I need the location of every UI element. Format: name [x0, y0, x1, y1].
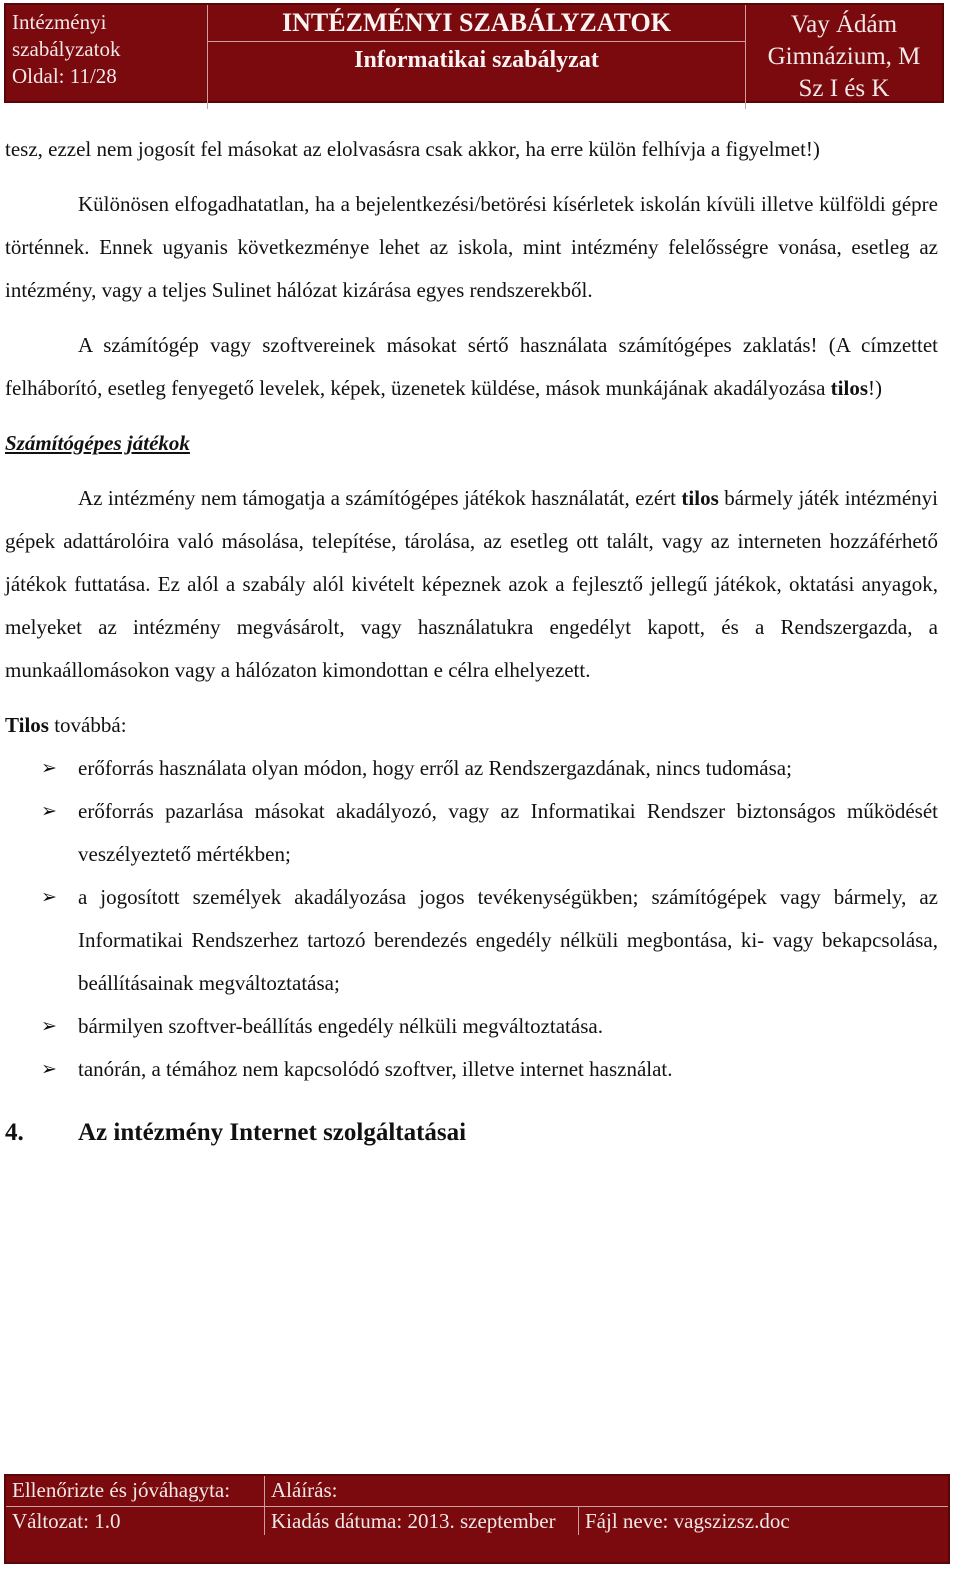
paragraph: [5, 477, 938, 692]
footer-issue-date: Kiadás dátuma: 2013. szeptember: [265, 1507, 579, 1535]
list-item: [5, 747, 938, 790]
header-title: INTÉZMÉNYI SZABÁLYZATOK: [208, 5, 745, 42]
paragraph-text: !): [868, 376, 882, 400]
section-title: Számítógépes játékok: [5, 431, 190, 455]
footer-signature: Aláírás:: [271, 1478, 338, 1502]
bold-text: tilos: [830, 376, 868, 400]
paragraph-text: Az intézmény nem támogatja a számítógépes játékok használatát, ezért: [78, 486, 682, 510]
chapter-heading: [5, 1111, 938, 1154]
list-item-text: erőforrás használata olyan módon, hogy erről az Rendszergazdának, nincs tudomása;: [78, 756, 792, 780]
chapter-title: Az intézmény Internet szolgáltatásai: [78, 1119, 467, 1146]
footer-row: [6, 1507, 948, 1535]
header-title-cell: [208, 5, 746, 109]
prohibited-list: [5, 747, 938, 1091]
footer-version: Változat: 1.0: [6, 1507, 265, 1535]
document-body: [5, 128, 938, 1154]
list-item-text: tanórán, a témához nem kapcsolódó szoftver, illetve internet használat.: [78, 1057, 673, 1081]
arrow-bullet-icon: ➢: [41, 1058, 57, 1080]
paragraph: [5, 324, 938, 410]
list-item: [5, 1005, 938, 1048]
list-item: [5, 1048, 938, 1091]
page-header: [4, 3, 944, 103]
footer-file-name: Fájl neve: vagszizsz.doc: [585, 1509, 790, 1533]
list-item-text: a jogosított személyek akadályozása jogos tevékenységükben; számítógépek vagy bármely, az Informatikai Rendszerhez tartozó berendezés engedély nélküli megbontása, ki- vagy bekapcsolása, beállításainak megváltoztatása;: [78, 885, 938, 995]
header-page-number: Oldal: 11/28: [12, 64, 117, 88]
list-item-text: bármilyen szoftver-beállítás engedély nélküli megváltoztatása.: [78, 1014, 603, 1038]
page-footer: [4, 1474, 950, 1564]
paragraph: Különösen elfogadhatatlan, ha a bejelentkezési/betörési kísérletek iskolán kívüli illetve külföldi gépre történnek. Ennek ugyanis következménye lehet az iskola, mint intézmény felelősségre vonása, esetleg az intézmény, vagy a teljes Sulinet hálózat kizárása egyes rendszerekből.: [5, 192, 938, 302]
arrow-bullet-icon: ➢: [41, 800, 57, 822]
header-subtitle: Informatikai szabályzat: [354, 47, 599, 73]
arrow-bullet-icon: ➢: [41, 757, 57, 779]
arrow-bullet-icon: ➢: [41, 886, 57, 908]
paragraph: tesz, ezzel nem jogosít fel másokat az elolvasásra csak akkor, ha erre külön felhívja a figyelmet!): [5, 137, 820, 161]
header-left-line: Intézményi: [12, 10, 107, 34]
chapter-number: 4.: [5, 1119, 24, 1146]
paragraph-text: bármely játék intézményi gépek adattárolóira való másolása, telepítése, tárolása, az esetleg ott talált, vagy az interneten hozzáférhető játékok futtatása. Ez alól a szabály alól kivételt képeznek azok a fejlesztő jellegű játékok, oktatási anyagok, melyeket az intézmény megvásárolt, vagy használatukra engedélyt kapott, és a Rendszergazda, a munkaállomásokon vagy a hálózaton kimondottan e célra elhelyezett.: [5, 486, 938, 682]
header-right-line: Vay Ádám: [790, 11, 898, 38]
header-left-cell: [6, 5, 208, 109]
list-item: [5, 790, 938, 876]
list-item-text: erőforrás pazarlása másokat akadályozó, vagy az Informatikai Rendszer biztonságos működését veszélyeztető mértékben;: [78, 799, 938, 866]
list-item: [5, 876, 938, 1005]
list-intro: [5, 704, 938, 747]
header-left-line: szabályzatok: [12, 37, 121, 61]
list-intro-text: továbbá:: [48, 713, 127, 737]
header-right-cell: [746, 5, 942, 109]
footer-approved: Ellenőrizte és jóváhagyta:: [6, 1476, 265, 1506]
header-right-line: Sz I és K: [798, 75, 890, 102]
paragraph-text: A számítógép vagy szoftvereinek másokat sértő használata számítógépes zaklatás! (A címzettet felháborító, esetleg fenyegető levelek, képek, üzenetek küldése, mások munkájának akadályozása: [5, 333, 938, 400]
header-right-line: Gimnázium, M: [767, 43, 921, 70]
bold-text: Tilos: [5, 713, 49, 737]
footer-row: [6, 1476, 948, 1507]
arrow-bullet-icon: ➢: [41, 1015, 57, 1037]
bold-text: tilos: [681, 486, 719, 510]
